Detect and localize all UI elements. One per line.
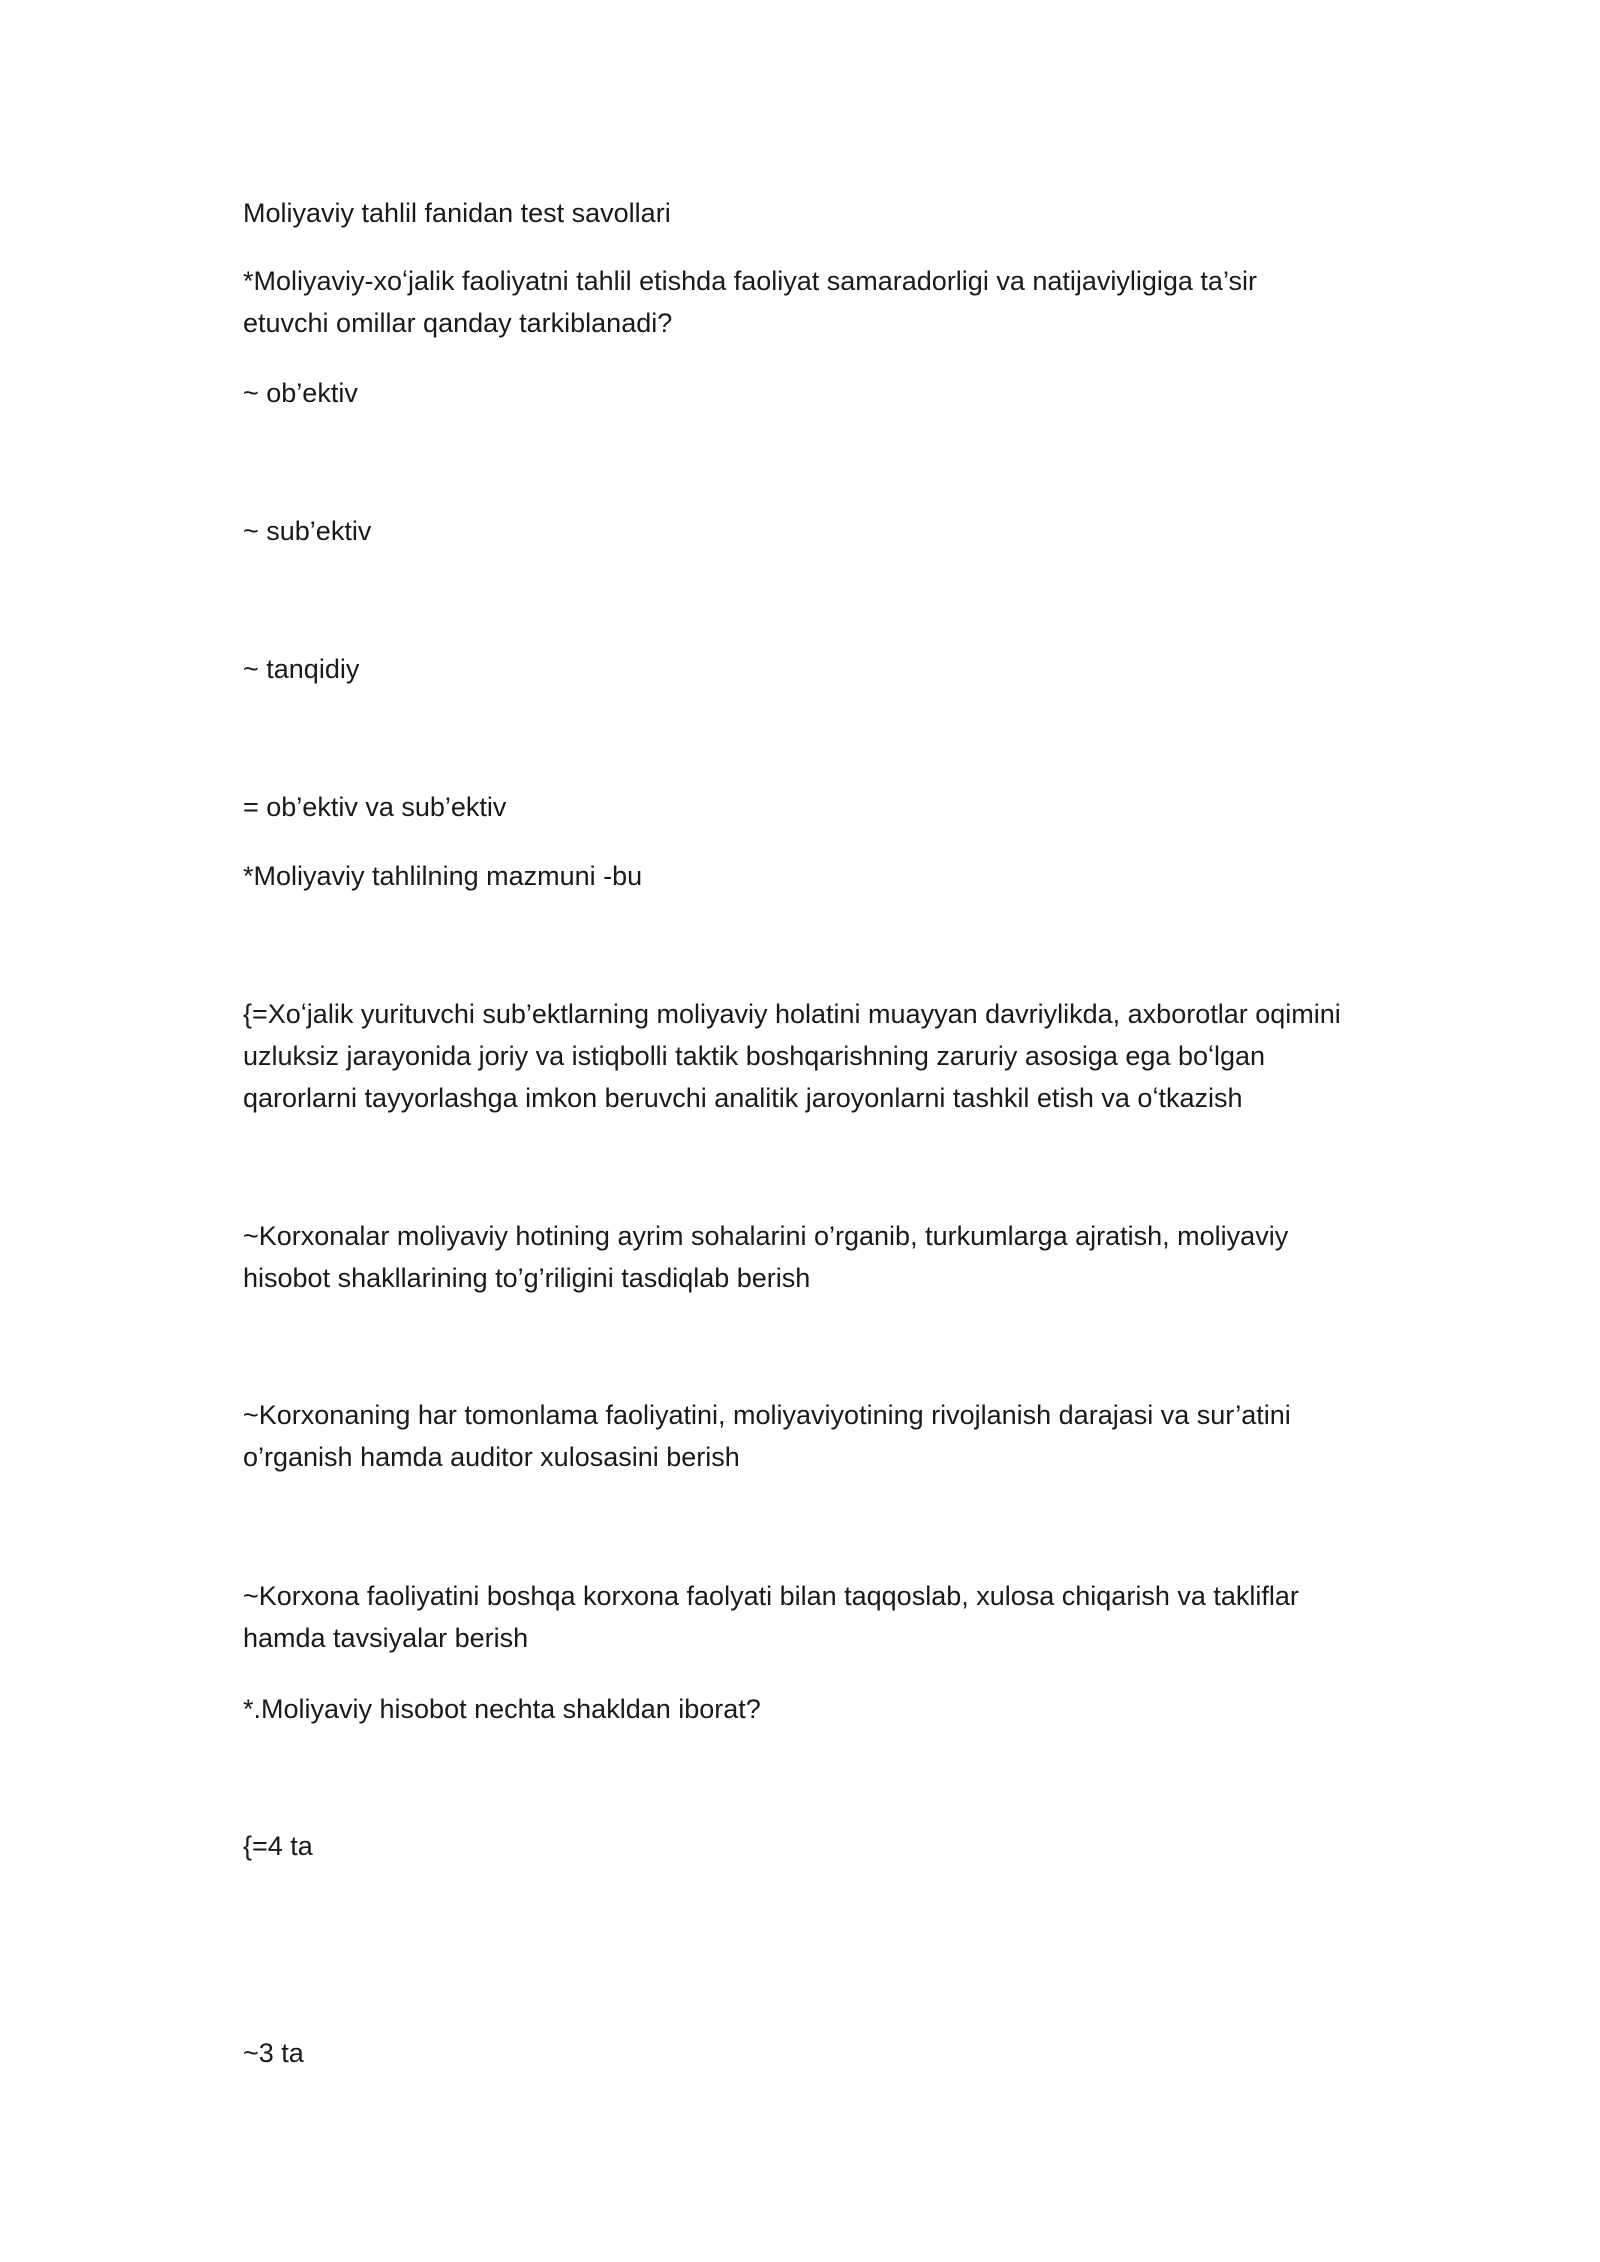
question-3-option-2: ~3 ta: [243, 2038, 304, 2068]
question-3-text: *.Moliyaviy hisobot nechta shakldan iborat?: [243, 1694, 761, 1724]
question-1-option-2: ~ sub’ektiv: [243, 516, 372, 546]
question-2-text: *Moliyaviy tahlilning mazmuni -bu: [243, 861, 643, 891]
question-1-option-4: = ob’ektiv va sub’ektiv: [243, 792, 507, 822]
question-2-option-2: ~Korxonalar moliyaviy hotining ayrim sohalarini o’rganib, turkumlarga ajratish, moliyaviy hisobot shakllarining to’g’riligini tasdiqlab berish: [243, 1221, 1296, 1293]
question-2-option-1: {=Xoʻjalik yurituvchi sub’ektlarning moliyaviy holatini muayyan davriylikda, axborotlar oqimini uzluksiz jarayonida joriy va istiqbolli taktik boshqarishning zaruriy asosiga ega boʻlgan qarorlarni tayyorlashga imkon beruvchi analitik jaroyonlarni tashkil etish va oʻtkazish: [243, 999, 1349, 1113]
question-2-option-3: ~Korxonaning har tomonlama faoliyatini, moliyaviyotining rivojlanish darajasi va sur’atini o’rganish hamda auditor xulosasini berish: [243, 1400, 1299, 1472]
question-3-option-1: {=4 ta: [243, 1831, 313, 1861]
question-2-option-4: ~Korxona faoliyatini boshqa korxona faolyati bilan taqqoslab, xulosa chiqarish va takliflar hamda tavsiyalar berish: [243, 1581, 1307, 1653]
question-1-text: *Moliyaviy-xoʻjalik faoliyatni tahlil etishda faoliyat samaradorligi va natijaviyligiga ta’sir etuvchi omillar qanday tarkiblanadi?: [243, 266, 1265, 338]
document-title: Moliyaviy tahlil fanidan test savollari: [243, 198, 671, 228]
question-1-option-1: ~ ob’ektiv: [243, 378, 358, 408]
question-1-option-3: ~ tanqidiy: [243, 654, 360, 684]
